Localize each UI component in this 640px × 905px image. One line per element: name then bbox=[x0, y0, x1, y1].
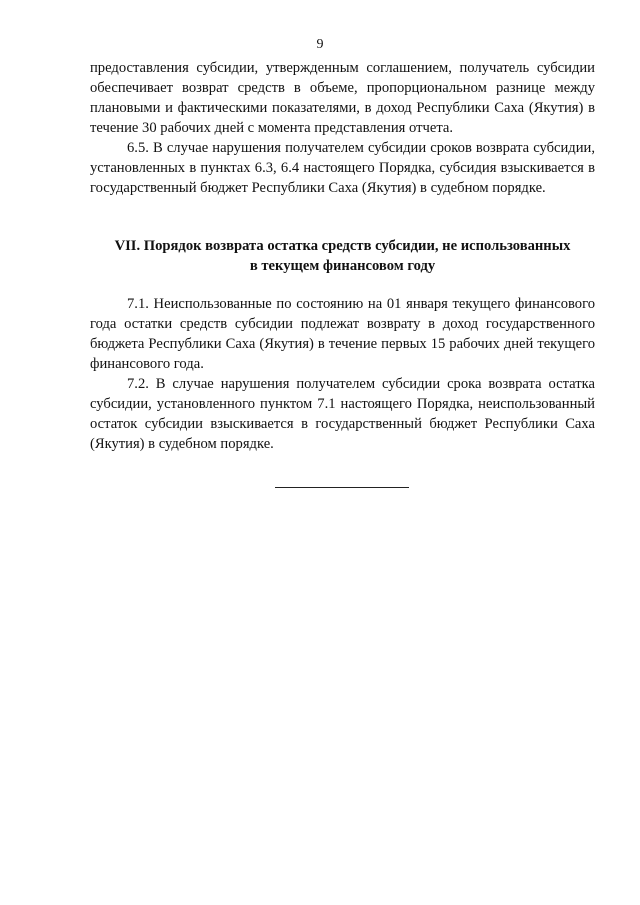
page-number: 9 bbox=[316, 37, 324, 52]
section-6-continuation bbox=[90, 58, 595, 198]
section-7-body bbox=[90, 294, 595, 454]
section-7-heading bbox=[90, 236, 595, 276]
section-7-heading-line-2: в текущем финансовом году bbox=[249, 258, 436, 274]
paragraph-6-4-end: предоставления субсидии, утвержденным соглашением, получатель субсидии обеспечивает возврат средств в объеме, пропорциональном разнице между плановыми и фактическими показателями, в доход Республики Саха (Якутия) в течение 30 рабочих дней с момента представления отчета. bbox=[90, 60, 595, 136]
end-of-document-rule bbox=[275, 487, 409, 488]
paragraph-6-5: 6.5. В случае нарушения получателем субсидии сроков возврата субсидии, установленных в пунктах 6.3, 6.4 настоящего Порядка, субсидия взыскивается в государственный бюджет Республики Саха (Якутия) в судебном порядке. bbox=[90, 140, 595, 196]
paragraph-7-2: 7.2. В случае нарушения получателем субсидии срока возврата остатка субсидии, установленного пунктом 7.1 настоящего Порядка, неиспользованный остаток субсидии взыскивается в государственный бюджет Республики Саха (Якутия) в судебном порядке. bbox=[90, 376, 595, 452]
paragraph-7-1: 7.1. Неиспользованные по состоянию на 01 января текущего финансового года остатки средств субсидии подлежат возврату в доход государственного бюджета Республики Саха (Якутия) в течение первых 15 рабочих дней текущего финансового года. bbox=[90, 296, 595, 372]
section-7-heading-line-1: VII. Порядок возврата остатка средств субсидии, не использованных bbox=[114, 238, 571, 254]
